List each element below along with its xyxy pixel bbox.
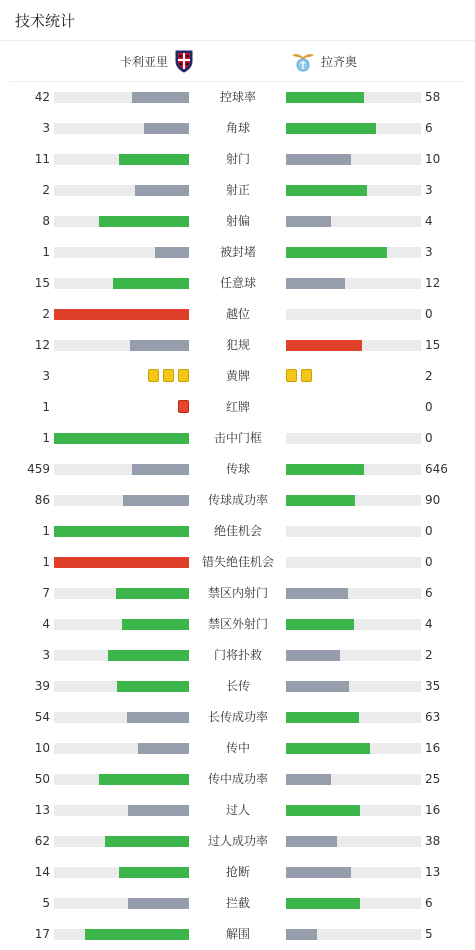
away-stat-bar [286,464,421,475]
stat-row [0,772,475,786]
home-stat-bar [54,185,189,196]
home-stat-bar [54,743,189,754]
away-stat-value: 6 [425,586,433,600]
stat-label: 过人成功率 [207,834,268,848]
stat-label: 传球成功率 [207,493,268,507]
home-stat-bar [54,557,189,568]
away-stat-value: 5 [425,927,433,941]
home-bar-fill [130,340,189,351]
stat-row [0,183,475,197]
away-stat-value: 0 [425,555,433,569]
stat-label: 犯规 [225,338,250,352]
home-stat-bar [54,340,189,351]
home-stat-bar [54,216,189,227]
home-stat-value: 1 [42,400,50,414]
stat-row [0,617,475,631]
home-bar-fill [113,278,189,289]
away-bar-fill [286,185,367,196]
red-card-icon [178,400,189,413]
home-stat-bar [54,464,189,475]
away-stat-bar [286,743,421,754]
home-stat-value: 1 [42,431,50,445]
cagliari-crest-icon [174,49,194,73]
home-stat-value: 2 [42,183,50,197]
home-stat-bar [54,309,189,320]
away-stat-value: 16 [425,803,441,817]
home-stat-bar [54,681,189,692]
stat-row [0,338,475,352]
away-stat-bar [286,185,421,196]
away-stat-value: 15 [425,338,441,352]
home-stat-bar [54,929,189,940]
stat-row [0,462,475,476]
away-bar-fill [286,588,348,599]
home-cards [148,369,189,383]
stat-row [0,865,475,879]
home-stat-value: 39 [34,679,50,693]
away-stat-bar [286,805,421,816]
home-bar-fill [138,743,189,754]
home-stat-value: 50 [34,772,50,786]
away-stat-bar [286,867,421,878]
home-stat-bar [54,278,189,289]
home-bar-fill [132,464,189,475]
home-stat-value: 10 [34,741,50,755]
away-stat-value: 35 [425,679,441,693]
stat-row [0,803,475,817]
stat-label: 禁区外射门 [207,617,268,631]
home-stat-bar [54,805,189,816]
home-cards [178,400,189,414]
stat-label: 禁区内射门 [207,586,268,600]
away-stat-value: 3 [425,183,433,197]
home-stat-value: 7 [42,586,50,600]
away-stat-bar [286,247,421,258]
home-bar-fill [99,774,189,785]
home-bar-fill [105,836,189,847]
stat-label: 传中成功率 [207,772,268,786]
home-stat-bar [54,123,189,134]
home-bar-fill [85,929,189,940]
away-stat-bar [286,216,421,227]
away-stat-bar [286,433,421,444]
home-bar-fill [135,185,189,196]
away-stat-bar [286,557,421,568]
stat-row [0,121,475,135]
stat-label: 解围 [225,927,250,941]
home-bar-fill [122,619,190,630]
stat-label: 传中 [225,741,250,755]
stat-row [0,741,475,755]
stat-label: 控球率 [219,90,256,104]
stat-label: 黄牌 [225,369,250,383]
away-stat-value: 3 [425,245,433,259]
stat-label: 错失绝佳机会 [201,555,274,569]
away-cards [286,369,312,383]
stat-label: 绝佳机会 [213,524,262,538]
home-stat-bar [54,867,189,878]
home-bar-fill [123,495,189,506]
away-bar-fill [286,216,331,227]
stat-label: 射正 [225,183,250,197]
away-stat-value: 0 [425,400,433,414]
away-stat-value: 0 [425,307,433,321]
away-stat-value: 2 [425,369,433,383]
home-stat-bar [54,247,189,258]
stat-row [0,245,475,259]
home-stat-value: 14 [34,865,50,879]
away-team-name: 拉齐奥 [321,54,358,69]
home-stat-value: 5 [42,896,50,910]
stat-row [0,276,475,290]
home-team-header [114,50,194,72]
home-stat-value: 54 [34,710,50,724]
stat-row [0,648,475,662]
yellow-card-icon [163,369,174,382]
stat-label: 红牌 [225,400,250,414]
home-bar-fill [128,898,189,909]
stat-row [0,431,475,445]
home-stat-bar [54,898,189,909]
home-stat-bar [54,92,189,103]
home-bar-fill [54,557,189,568]
home-stat-bar [54,650,189,661]
stat-label: 被封堵 [219,245,256,259]
stat-row [0,524,475,538]
home-stat-value: 3 [42,648,50,662]
home-stat-value: 1 [42,524,50,538]
lazio-eagle-icon [291,49,315,73]
away-bar-fill [286,278,345,289]
away-stat-value: 58 [425,90,441,104]
stat-label: 门将扑救 [213,648,262,662]
away-bar-fill [286,681,349,692]
home-stat-bar [54,774,189,785]
home-bar-fill [99,216,189,227]
stat-label: 传球 [225,462,250,476]
home-stat-value: 2 [42,307,50,321]
home-bar-fill [119,154,189,165]
home-bar-fill [54,433,189,444]
home-bar-fill [127,712,189,723]
home-stat-value: 1 [42,555,50,569]
away-stat-bar [286,836,421,847]
away-stat-value: 0 [425,524,433,538]
away-stat-bar [286,278,421,289]
away-stat-bar [286,526,421,537]
home-bar-fill [119,867,189,878]
home-stat-value: 42 [34,90,50,104]
away-stat-value: 2 [425,648,433,662]
away-stat-value: 4 [425,214,433,228]
home-stat-bar [54,836,189,847]
home-stat-value: 11 [34,152,50,166]
away-stat-bar [286,681,421,692]
away-stat-value: 12 [425,276,441,290]
away-stat-value: 6 [425,121,433,135]
away-bar-fill [286,712,359,723]
away-stat-bar [286,154,421,165]
stat-label: 长传成功率 [207,710,268,724]
stat-row [0,214,475,228]
yellow-card-icon [301,369,312,382]
home-stat-bar [54,588,189,599]
stat-row [0,90,475,104]
stat-row [0,555,475,569]
home-stat-bar [54,433,189,444]
away-stat-bar [286,774,421,785]
away-bar-fill [286,743,370,754]
stat-row [0,710,475,724]
away-bar-fill [286,619,354,630]
away-stat-bar [286,619,421,630]
home-stat-value: 15 [34,276,50,290]
stat-row [0,927,475,941]
away-stat-value: 13 [425,865,441,879]
home-bar-fill [128,805,189,816]
home-bar-fill [155,247,189,258]
home-bar-fill [132,92,189,103]
away-bar-fill [286,867,351,878]
home-stat-bar [54,712,189,723]
away-team-header [291,50,363,72]
away-bar-fill [286,495,355,506]
away-stat-value: 0 [425,431,433,445]
home-stat-bar [54,154,189,165]
away-bar-fill [286,774,331,785]
away-stat-value: 63 [425,710,441,724]
home-bar-fill [108,650,189,661]
stat-label: 射门 [225,152,250,166]
home-stat-value: 4 [42,617,50,631]
home-stat-value: 1 [42,245,50,259]
away-bar-fill [286,123,376,134]
home-stat-bar [54,619,189,630]
yellow-card-icon [178,369,189,382]
stat-row [0,679,475,693]
away-bar-fill [286,464,364,475]
home-bar-fill [144,123,189,134]
stat-row [0,400,475,414]
home-team-name: 卡利亚里 [120,54,169,69]
stat-row [0,307,475,321]
away-stat-value: 25 [425,772,441,786]
away-stat-value: 6 [425,896,433,910]
away-stat-value: 38 [425,834,441,848]
away-stat-bar [286,340,421,351]
stat-label: 长传 [225,679,250,693]
away-stat-value: 16 [425,741,441,755]
away-stat-bar [286,898,421,909]
stat-row [0,586,475,600]
home-stat-bar [54,495,189,506]
away-stat-bar [286,123,421,134]
home-stat-value: 12 [34,338,50,352]
away-stat-bar [286,929,421,940]
home-stat-value: 8 [42,214,50,228]
stat-row [0,834,475,848]
stat-label: 过人 [225,803,250,817]
away-stat-value: 4 [425,617,433,631]
stat-label: 角球 [225,121,250,135]
stat-label: 抢断 [225,865,250,879]
away-stat-value: 646 [425,462,448,476]
home-stat-value: 62 [34,834,50,848]
header-divider [10,81,465,82]
home-stat-value: 459 [27,462,50,476]
home-bar-fill [54,309,189,320]
stats-title: 技术统计 [15,12,76,30]
yellow-card-icon [286,369,297,382]
away-bar-fill [286,929,317,940]
away-stat-bar [286,650,421,661]
away-stat-bar [286,495,421,506]
stat-row [0,493,475,507]
stat-row [0,896,475,910]
home-bar-fill [117,681,189,692]
away-stat-bar [286,92,421,103]
home-stat-bar [54,526,189,537]
away-bar-fill [286,247,387,258]
away-bar-fill [286,92,364,103]
stat-label: 拦截 [225,896,250,910]
stat-row [0,369,475,383]
stat-label: 越位 [225,307,250,321]
away-stat-bar [286,712,421,723]
stat-label: 击中门框 [213,431,262,445]
away-stat-bar [286,588,421,599]
away-bar-fill [286,340,362,351]
home-stat-value: 3 [42,369,50,383]
home-stat-value: 86 [34,493,50,507]
home-stat-value: 17 [34,927,50,941]
stat-row [0,152,475,166]
away-bar-fill [286,650,340,661]
home-stat-value: 13 [34,803,50,817]
away-bar-fill [286,898,360,909]
stat-label: 任意球 [219,276,256,290]
yellow-card-icon [148,369,159,382]
away-stat-bar [286,309,421,320]
title-divider [0,40,475,41]
away-bar-fill [286,836,337,847]
away-stat-value: 90 [425,493,441,507]
home-bar-fill [54,526,189,537]
away-bar-fill [286,805,360,816]
home-stat-value: 3 [42,121,50,135]
home-bar-fill [116,588,189,599]
away-stat-value: 10 [425,152,441,166]
away-bar-fill [286,154,351,165]
stat-label: 射偏 [225,214,250,228]
